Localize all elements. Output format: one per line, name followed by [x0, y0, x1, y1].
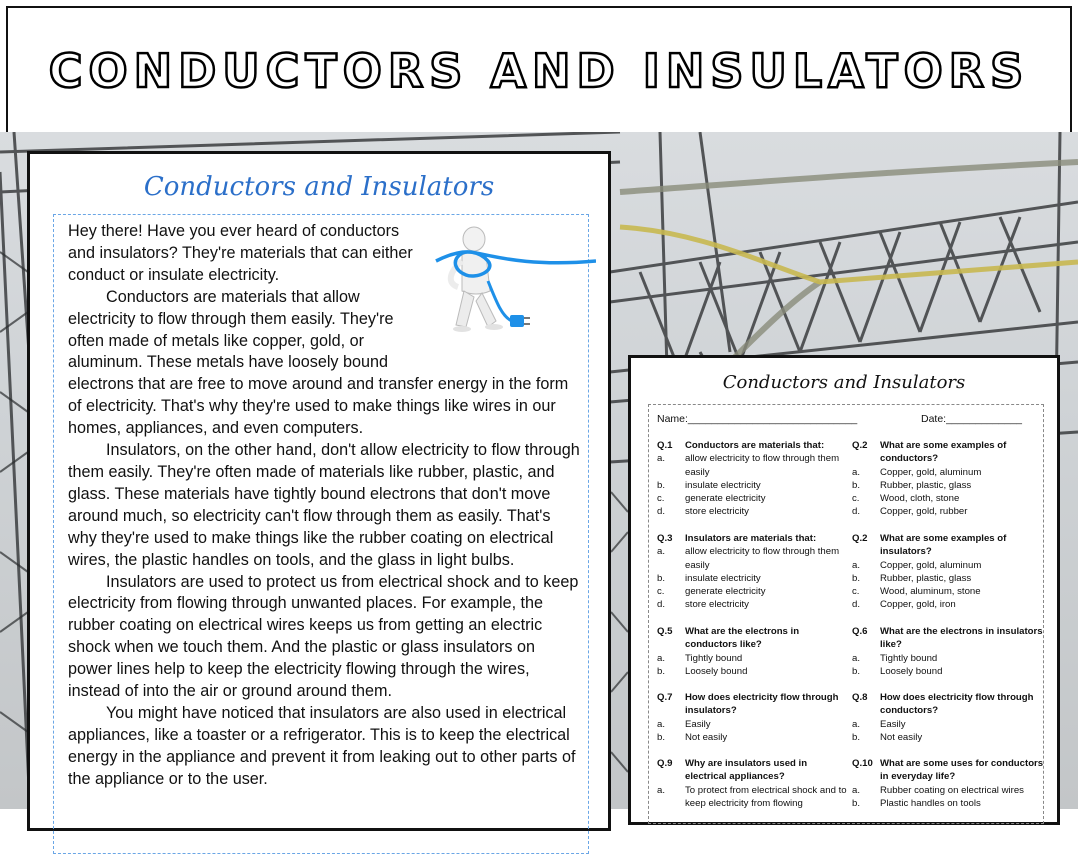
option-text: Loosely bound [685, 665, 748, 677]
option-letter: a. [657, 718, 666, 730]
question-header [657, 439, 849, 452]
question-text: Conductors are materials that: [685, 440, 825, 451]
question-header [852, 625, 1044, 652]
option-text: store electricity [685, 506, 749, 518]
figure-with-cable-illustration [426, 221, 596, 361]
question-block [852, 439, 1044, 519]
question-number: Q.7 [657, 692, 673, 703]
question-text: Why are insulators used in electrical appliances? [685, 758, 808, 783]
question-text: How does electricity flow through insulators? [685, 692, 839, 717]
question-number: Q.9 [657, 758, 673, 769]
question-header [657, 757, 849, 784]
option-text: Loosely bound [880, 665, 943, 677]
title-banner [6, 6, 1072, 132]
option-letter: b. [852, 797, 861, 809]
question-text: What are some examples of insulators? [880, 533, 1007, 558]
answer-option [657, 718, 849, 731]
option-letter: a. [852, 466, 861, 478]
answer-option [852, 718, 1044, 731]
option-text: Copper, gold, aluminum [880, 466, 982, 478]
question-text: What are the electrons in insulators like? [880, 626, 1043, 651]
option-text: generate electricity [685, 493, 766, 505]
answer-option [657, 452, 849, 479]
option-letter: c. [657, 493, 665, 505]
question-text: Insulators are materials that: [685, 533, 817, 544]
answer-option [657, 585, 849, 598]
question-block [657, 691, 849, 744]
question-number: Q.1 [657, 440, 673, 451]
answer-option [852, 505, 1044, 518]
answer-option [852, 559, 1044, 572]
answer-option [657, 545, 849, 572]
question-header [657, 691, 849, 718]
question-number: Q.8 [852, 692, 868, 703]
option-text: insulate electricity [685, 479, 761, 491]
answer-option [657, 665, 849, 678]
option-text: Copper, gold, iron [880, 599, 956, 611]
option-letter: a. [852, 652, 861, 664]
question-block [657, 439, 849, 519]
answer-option [657, 572, 849, 585]
option-text: Plastic handles on tools [880, 797, 981, 809]
answer-option [657, 505, 849, 518]
answer-option [852, 479, 1044, 492]
answer-option [657, 479, 849, 492]
question-block [852, 625, 1044, 678]
option-text: Wood, cloth, stone [880, 493, 960, 505]
passage-box [53, 214, 589, 854]
question-text: What are the electrons in conductors like? [685, 626, 800, 651]
option-text: insulate electricity [685, 572, 761, 584]
option-text: Easily [685, 718, 711, 730]
option-text: allow electricity to flow through them easily [685, 546, 840, 571]
option-letter: b. [852, 731, 861, 743]
answer-option [657, 598, 849, 611]
option-text: Rubber, plastic, glass [880, 572, 972, 584]
option-letter: b. [852, 665, 861, 677]
option-text: Not easily [880, 731, 923, 743]
option-letter: c. [852, 493, 860, 505]
passage-text [68, 221, 580, 791]
answer-option [657, 652, 849, 665]
option-letter: a. [852, 559, 861, 571]
option-letter: d. [657, 599, 666, 611]
answer-option [852, 797, 1044, 810]
question-block [852, 532, 1044, 612]
answer-option [852, 784, 1044, 797]
option-letter: b. [657, 731, 666, 743]
question-header [852, 757, 1044, 784]
option-text: generate electricity [685, 586, 766, 598]
option-letter: a. [852, 784, 861, 796]
question-block [852, 757, 1044, 810]
option-text: Tightly bound [685, 652, 743, 664]
answer-option [657, 492, 849, 505]
option-text: Copper, gold, rubber [880, 506, 968, 518]
quiz-title: Conductors and Insulators [722, 372, 966, 393]
question-number: Q.3 [657, 533, 673, 544]
answer-option [657, 784, 849, 811]
option-letter: d. [852, 506, 861, 518]
option-letter: a. [852, 718, 861, 730]
question-block [852, 691, 1044, 744]
name-field: Name:_____________________________ [657, 413, 858, 425]
option-text: Not easily [685, 731, 728, 743]
option-text: Tightly bound [880, 652, 938, 664]
option-letter: b. [657, 479, 666, 491]
quiz-box [648, 404, 1044, 824]
option-text: To protect from electrical shock and to keep electricity from flowing [685, 784, 847, 809]
option-letter: d. [657, 506, 666, 518]
answer-option [852, 466, 1044, 479]
option-text: Rubber, plastic, glass [880, 479, 972, 491]
question-header [852, 439, 1044, 466]
option-letter: a. [657, 546, 666, 558]
answer-option [852, 492, 1044, 505]
question-header [657, 625, 849, 652]
banner-title: CONDUCTORS AND INSULATORS [48, 44, 1030, 98]
answer-option [852, 572, 1044, 585]
paragraph-conductors: Conductors are materials that allow electricity to flow through them easily. They're often made of metals like copper, gold, or aluminum. These metals have loosely bound electrons that are free to move around and transfer energy in the form of electricity. That's why they're used to make things like wires in our homes, appliances, and even computers. [68, 287, 569, 438]
quiz-page [628, 355, 1060, 825]
option-text: allow electricity to flow through them easily [685, 453, 840, 478]
option-letter: a. [657, 652, 666, 664]
answer-option [852, 665, 1044, 678]
option-letter: c. [852, 586, 860, 598]
question-block [657, 625, 849, 678]
option-text: Copper, gold, aluminum [880, 559, 982, 571]
paragraph-intro: Hey there! Have you ever heard of conductors and insulators? They're materials that can either conduct or insulate electricity. [68, 222, 413, 284]
option-letter: d. [852, 599, 861, 611]
question-number: Q.5 [657, 626, 673, 637]
passage-title: Conductors and Insulators [143, 172, 495, 202]
answer-option [852, 652, 1044, 665]
option-letter: a. [657, 453, 666, 465]
question-text: What are some uses for conductors in everyday life? [880, 758, 1044, 783]
question-number: Q.2 [852, 440, 868, 451]
question-block [657, 532, 849, 612]
option-letter: b. [852, 572, 861, 584]
person-with-plug-icon [426, 221, 596, 361]
question-block [657, 757, 849, 810]
option-letter: b. [657, 572, 666, 584]
question-text: What are some examples of conductors? [880, 440, 1007, 465]
option-text: Easily [880, 718, 906, 730]
option-letter: c. [657, 586, 665, 598]
option-letter: a. [657, 784, 666, 796]
answer-option [657, 731, 849, 744]
option-text: Rubber coating on electrical wires [880, 784, 1024, 796]
question-number: Q.6 [852, 626, 868, 637]
date-field: Date:_____________ [921, 413, 1023, 425]
answer-option [852, 731, 1044, 744]
question-header [852, 691, 1044, 718]
option-text: store electricity [685, 599, 749, 611]
paragraph-insulators: Insulators, on the other hand, don't allow electricity to flow through them easily. They're often made of materials like rubber, plastic, and glass. These materials have tightly bound electrons that don't move around much, so electricity can't flow through them as easily. That's why they're used to make things like the rubber coating on electrical wires, the plastic handles on tools, and the glass in light bulbs. [68, 441, 580, 569]
question-text: How does electricity flow through conductors? [880, 692, 1034, 717]
question-header [657, 532, 849, 545]
option-letter: b. [657, 665, 666, 677]
question-number: Q.2 [852, 533, 868, 544]
answer-option [852, 585, 1044, 598]
question-header [852, 532, 1044, 559]
question-number: Q.10 [852, 758, 873, 769]
reading-passage-page [27, 151, 611, 831]
paragraph-protection: Insulators are used to protect us from electrical shock and to keep electricity from flowing through unwanted places. For example, the rubber coating on electrical wires keeps us from getting an electric shock when we touch them. And the plastic or glass insulators on power lines help to keep the electricity flowing through the wires, instead of into the air or ground around them. [68, 572, 579, 701]
option-letter: b. [852, 479, 861, 491]
answer-option [852, 598, 1044, 611]
paragraph-appliances: You might have noticed that insulators are also used in electrical appliances, like a toaster or a refrigerator. This is to keep the electrical energy in the appliance and prevent it from leaking out to other parts of the appliance or to the user. [68, 703, 576, 788]
option-text: Wood, aluminum, stone [880, 586, 981, 598]
